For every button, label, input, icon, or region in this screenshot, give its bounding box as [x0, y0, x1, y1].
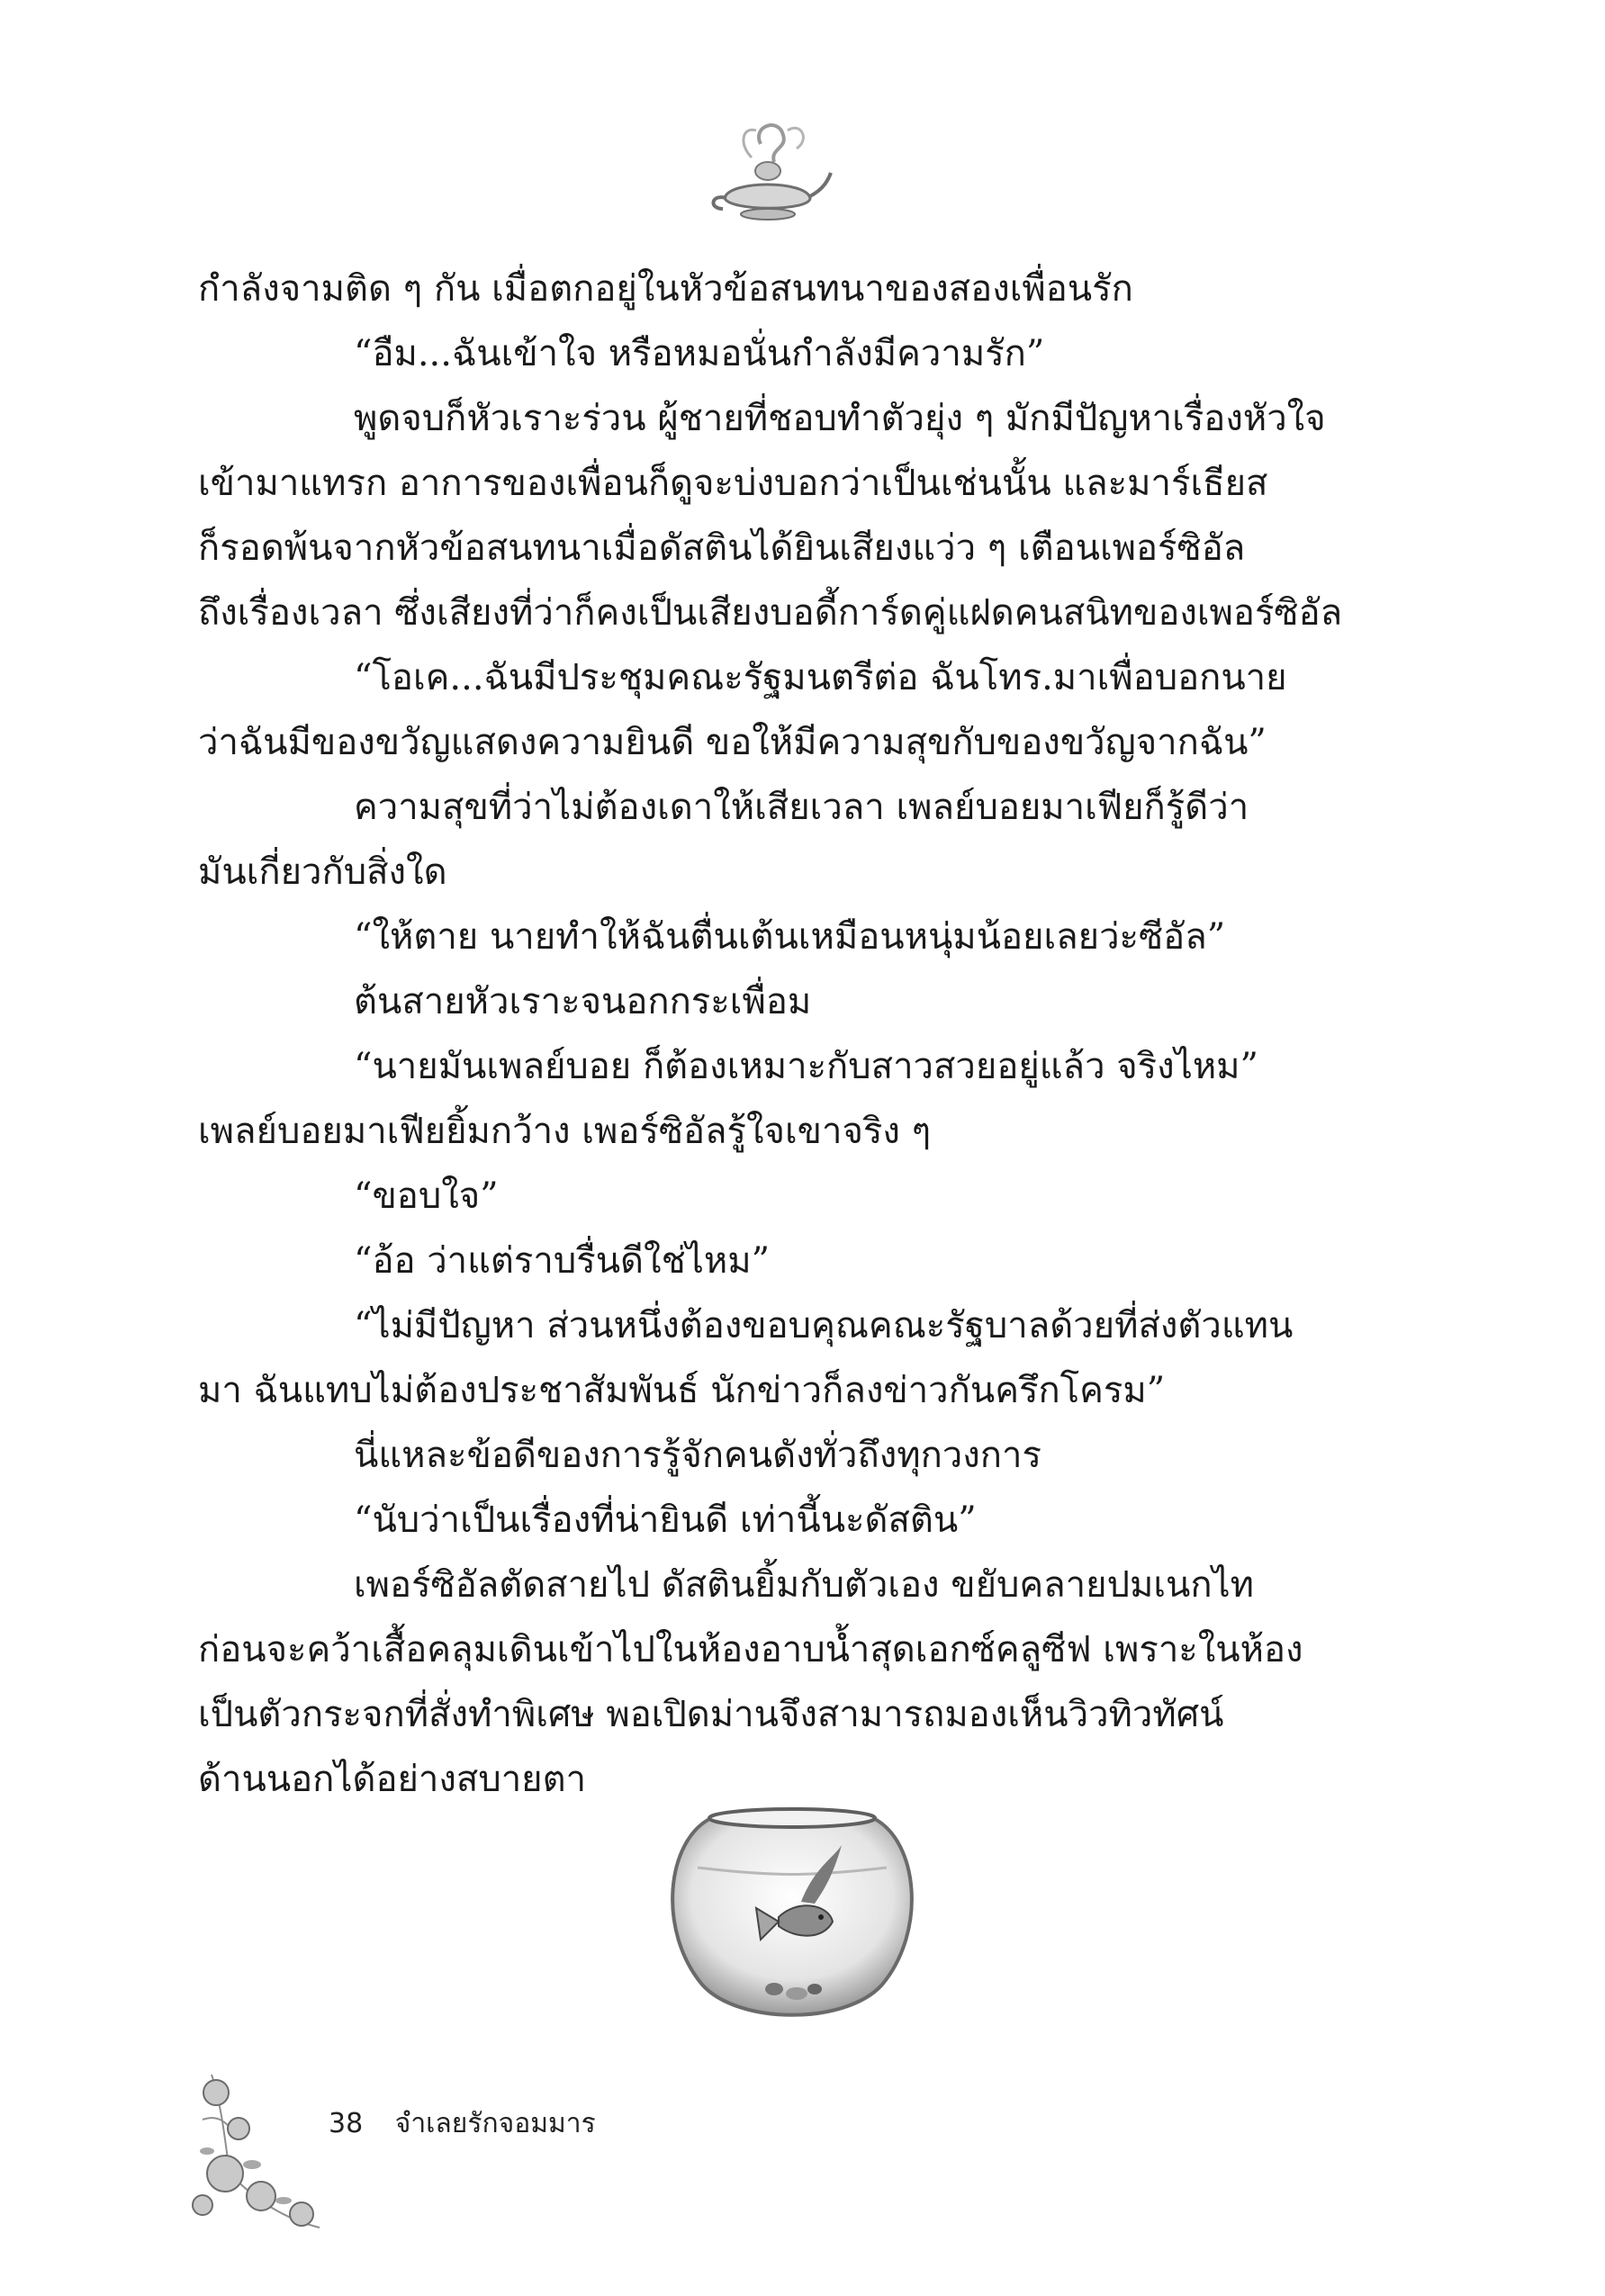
genie-lamp-icon	[698, 108, 833, 243]
text-line: ถึงเรื่องเวลา ซึ่งเสียงที่ว่าก็คงเป็นเสียงบอดี้การ์ดคู่แฝดคนสนิทของเพอร์ซิอัล	[198, 592, 1343, 634]
text-line: ความสุขที่ว่าไม่ต้องเดาให้เสียเวลา เพลย์บอยมาเฟียก็รู้ดีว่า	[354, 787, 1249, 828]
text-line: เข้ามาแทรก อาการของเพื่อนก็ดูจะบ่งบอกว่าเป็นเช่นนั้น และมาร์เธียส	[198, 463, 1268, 504]
page-footer	[329, 2102, 596, 2147]
text-line: ต้นสายหัวเราะจนอกกระเพื่อม	[354, 981, 812, 1022]
rose-flowers-icon	[185, 2066, 338, 2246]
text-line: ก็รอดพ้นจากหัวข้อสนทนาเมื่อดัสตินได้ยินเสียงแว่ว ๆ เตือนเพอร์ซิอัล	[198, 527, 1246, 569]
text-line: “ขอบใจ”	[354, 1175, 499, 1217]
fishbowl-icon	[648, 1805, 936, 2025]
text-line: พูดจบก็หัวเราะร่วน ผู้ชายที่ชอบทำตัวยุ่ง ๆ มักมีปัญหาเรื่องหัวใจ	[354, 398, 1326, 439]
text-line: ก่อนจะคว้าเสื้อคลุมเดินเข้าไปในห้องอาบน้ำสุดเอกซ์คลูซีฟ เพราะในห้อง	[198, 1629, 1303, 1670]
text-line: เป็นตัวกระจกที่สั่งทำพิเศษ พอเปิดม่านจึงสามารถมองเห็นวิวทิวทัศน์	[198, 1694, 1224, 1735]
text-line: ด้านนอกได้อย่างสบายตา	[198, 1759, 587, 1800]
text-line: “โอเค...ฉันมีประชุมคณะรัฐมนตรีต่อ ฉันโทร.มาเพื่อบอกนาย	[354, 657, 1287, 698]
text-line: มา ฉันแทบไม่ต้องประชาสัมพันธ์ นักข่าวก็ลงข่าวกันครึกโครม”	[198, 1370, 1166, 1411]
text-line: มันเกี่ยวกับสิ่งใด	[198, 851, 447, 893]
text-line: ว่าฉันมีของขวัญแสดงความยินดี ขอให้มีความสุขกับของขวัญจากฉัน”	[198, 722, 1267, 763]
book-title: จำเลยรักจอมมาร	[394, 2108, 596, 2139]
text-line: “ไม่มีปัญหา ส่วนหนึ่งต้องขอบคุณคณะรัฐบาลด้วยที่ส่งตัวแทน	[354, 1305, 1294, 1346]
body-text	[198, 257, 1386, 1812]
text-line: กำลังจามติด ๆ กัน เมื่อตกอยู่ในหัวข้อสนทนาของสองเพื่อนรัก	[198, 268, 1133, 310]
text-line: “ให้ตาย นายทำให้ฉันตื่นเต้นเหมือนหนุ่มน้อยเลยว่ะซีอัล”	[354, 916, 1226, 958]
text-line: เพลย์บอยมาเฟียยิ้มกว้าง เพอร์ซิอัลรู้ใจเขาจริง ๆ	[198, 1111, 932, 1152]
page-number: 38	[329, 2108, 364, 2139]
text-line: เพอร์ซิอัลตัดสายไป ดัสตินยิ้มกับตัวเอง ขยับคลายปมเนกไท	[354, 1564, 1255, 1606]
text-line: “นายมันเพลย์บอย ก็ต้องเหมาะกับสาวสวยอยู่แล้ว จริงไหม”	[354, 1046, 1258, 1087]
text-line: “นับว่าเป็นเรื่องที่น่ายินดี เท่านี้นะดัสติน”	[354, 1499, 977, 1541]
text-line: “อืม...ฉันเข้าใจ หรือหมอนั่นกำลังมีความรัก”	[354, 333, 1045, 374]
text-line: “อ้อ ว่าแต่ราบรื่นดีใช่ไหม”	[354, 1240, 771, 1282]
text-line: นี่แหละข้อดีของการรู้จักคนดังทั่วถึงทุกวงการ	[354, 1435, 1041, 1476]
